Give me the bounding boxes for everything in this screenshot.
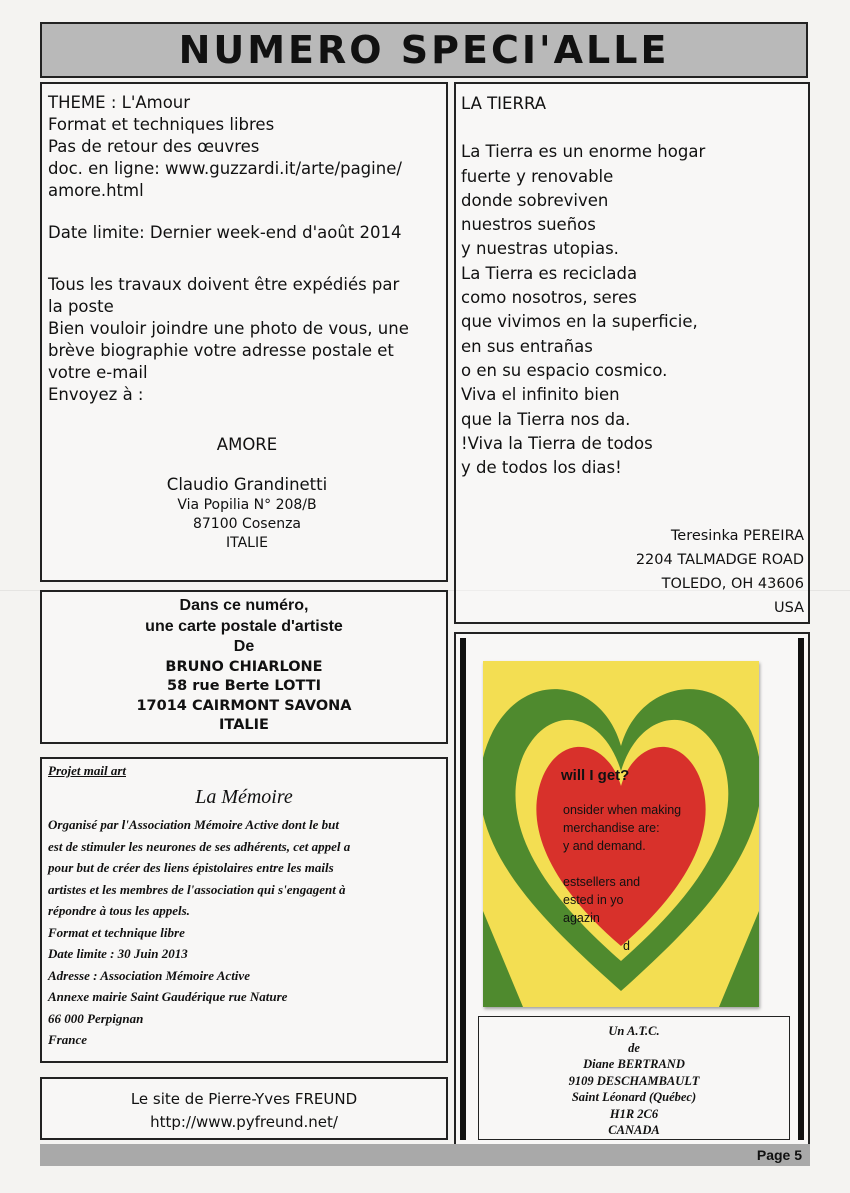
instruction-line: Tous les travaux doivent être expédiés par [48,275,400,294]
left-rule [460,638,466,1140]
atc-card-image [483,661,759,1007]
poem-address-line: 2204 TALMADGE ROAD [635,552,804,568]
artist-address-line: 58 rue Berte LOTTI [167,678,321,694]
poem-author: Teresinka PEREIRA [670,528,804,544]
instruction-line: Bien vouloir joindre une photo de vous, une [48,319,409,338]
card-text: d [623,939,630,953]
caption-line: CANADA [608,1123,660,1137]
right-rule [798,638,804,1140]
theme-link-cont[interactable]: amore.html [48,181,144,200]
caption-artist: Diane BERTRAND [583,1057,685,1071]
atc-box [454,632,810,1146]
poem-line: que vivimos en la superficie, [461,312,698,332]
issue-postcard-box [40,590,448,744]
poem-line: !Viva la Tierra de todos [461,433,653,453]
body-line: Organisé par l'Association Mémoire Active dont le but [48,817,339,832]
poem-line: nuestros sueños [461,215,596,235]
poem-address-line: TOLEDO, OH 43606 [661,576,804,592]
issue-line: Dans ce numéro, [179,597,309,614]
detail-line: 66 000 Perpignan [48,1010,144,1026]
card-text: agazin [563,911,600,925]
mail-art-project-box [40,757,448,1063]
header-banner [40,22,808,78]
website-link[interactable]: http://www.pyfreund.net/ [150,1113,338,1131]
website-label: Le site de Pierre-Yves FREUND [130,1090,358,1108]
card-text-block [563,801,681,955]
instruction-line: Envoyez à : [48,385,144,404]
artist-name: BRUNO CHIARLONE [165,658,323,675]
address-line: ITALIE [226,535,268,551]
theme-line: Pas de retour des œuvres [48,137,260,156]
artist-address-line: ITALIE [219,717,269,733]
poem-body [461,140,808,480]
card-text: will I get? [561,767,630,784]
body-line: est de stimuler les neurones de ses adhérents, cet appel a [48,838,351,854]
atc-caption [478,1016,790,1140]
project-title: La Mémoire [195,786,293,808]
card-text: merchandise are: [563,821,660,835]
website-box [40,1077,448,1140]
poem-title: LA TIERRA [461,94,547,113]
address-line: 87100 Cosenza [192,516,302,532]
card-text: onsider when making [563,803,682,817]
card-text: y and demand. [563,839,646,853]
caption-line: 9109 DESCHAMBAULT [568,1073,700,1088]
theme-line: Format et techniques libres [48,115,275,134]
poem-line: como nosotros, seres [461,288,637,308]
banner-title: NUMERO SPECI'ALLE [178,28,670,72]
body-line: pour but de créer des liens épistolaires entre les mails [48,860,334,875]
detail-line: France [48,1032,87,1047]
project-body [48,814,442,1051]
issue-line: De [233,638,255,655]
poem-author-block [636,524,804,620]
body-line: artistes et les membres de l'association qui s'engagent à [48,881,346,897]
deadline: Date limite: Dernier week-end d'août 2014 [48,223,402,242]
body-line: répondre à tous les appels. [48,903,190,918]
page-number: Page 5 [756,1147,802,1163]
instruction-line: brève biographie votre adresse postale et [48,341,394,360]
project-name: AMORE [216,435,278,454]
address-line: Via Popilia N° 208/B [177,497,317,513]
poem-line: que la Tierra nos da. [461,409,631,429]
poem-line: La Tierra es reciclada [461,263,638,283]
poem-line: La Tierra es un enorme hogar [461,142,706,162]
poem-line: Viva el infinito bien [461,385,620,405]
detail-line: Adresse : Association Mémoire Active [48,967,250,983]
caption-line: de [628,1040,640,1055]
footer-bar [40,1144,810,1166]
caption-line: Un A.T.C. [608,1024,660,1038]
caption-line: H1R 2C6 [609,1106,659,1121]
instruction-line: la poste [48,297,114,316]
artist-address-line: 17014 CAIRMONT SAVONA [136,697,352,714]
issue-line: une carte postale d'artiste [145,617,343,635]
theme-line: THEME : L'Amour [48,93,191,112]
poem-line: o en su espacio cosmico. [461,360,668,380]
project-label: Projet mail art [48,763,126,778]
contact-name: Claudio Grandinetti [166,475,328,494]
poem-line: y nuestras utopias. [461,239,619,259]
poem-line: donde sobreviven [461,190,609,210]
card-text: estsellers and [563,875,641,889]
call-for-art-box [40,82,448,582]
instruction-line: votre e-mail [48,363,148,382]
detail-line: Date limite : 30 Juin 2013 [48,946,188,961]
theme-link[interactable]: doc. en ligne: www.guzzardi.it/arte/pagine/ [48,159,402,178]
detail-line: Annexe mairie Saint Gaudérique rue Nature [48,989,288,1004]
poem-box [454,82,810,624]
card-text: ested in yo [563,893,624,907]
poem-address-line: USA [773,600,804,616]
poem-line: y de todos los dias! [461,458,622,478]
poem-line: fuerte y renovable [461,166,614,186]
detail-line: Format et technique libre [48,924,185,940]
caption-line: Saint Léonard (Québec) [571,1090,697,1104]
poem-line: en sus entrañas [461,336,593,356]
